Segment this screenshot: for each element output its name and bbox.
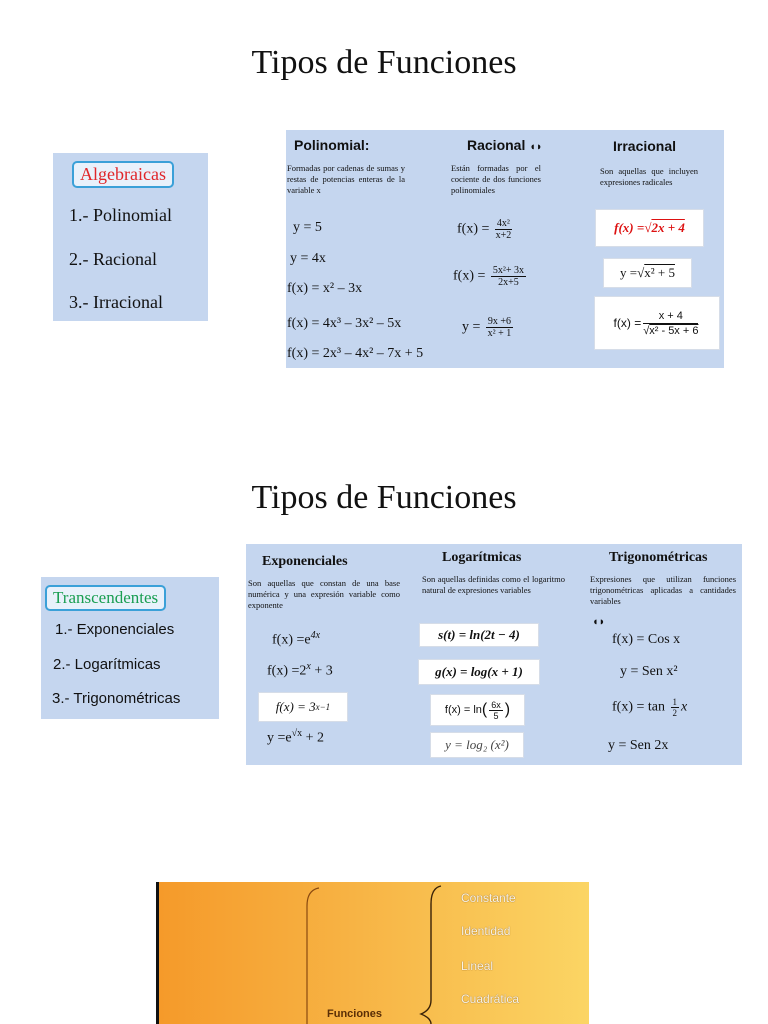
column-description: Están formadas por el cociente de dos funciones polinomiales xyxy=(451,163,541,195)
equation-lhs: f(x) = ln xyxy=(444,704,482,716)
irrational-equation xyxy=(603,258,692,288)
equation-tail: + 3 xyxy=(310,663,333,679)
exponent: 4x xyxy=(310,630,321,641)
tree-item: Constante xyxy=(461,891,516,905)
equation: y = 4x xyxy=(290,251,326,266)
column-description: Expresiones que utilizan funciones trigonométricas aplicadas a cantidades variables xyxy=(590,574,736,606)
denominator: x+2 xyxy=(495,230,512,241)
numerator: 6x xyxy=(491,699,501,710)
exp-equation xyxy=(267,661,333,680)
equation-lhs: f(x) = xyxy=(613,316,642,330)
equation-base: y =e xyxy=(267,730,292,746)
exp-equation xyxy=(272,630,320,649)
column-heading-exponenciales: Exponenciales xyxy=(262,554,348,569)
category-item: 2.- Racional xyxy=(69,249,157,269)
rational-equation xyxy=(462,316,515,339)
trig-equation: f(x) = Cos x xyxy=(612,632,681,647)
numerator: x + 4 xyxy=(643,309,698,324)
category-item: 1.- Polinomial xyxy=(69,205,172,225)
trig-equation: y = Sen 2x xyxy=(608,738,669,753)
log-equation xyxy=(430,694,525,726)
numerator: 9x +6 xyxy=(487,316,512,327)
fraction xyxy=(491,265,526,288)
column-heading-polinomial: Polinomial: xyxy=(294,137,370,153)
equation-lhs: f(x) = xyxy=(453,268,486,284)
column-heading-racional xyxy=(467,137,543,153)
category-item: 1.- Exponenciales xyxy=(55,621,175,638)
category-label: Algebraicas xyxy=(72,161,174,188)
radical: √x² + 5 xyxy=(637,265,675,280)
function-table-panel xyxy=(246,544,742,765)
category-label: Transcendentes xyxy=(45,585,166,611)
paren-close: ) xyxy=(504,701,511,718)
category-item: 3.- Trigonométricas xyxy=(52,690,181,707)
page-title: Tipos de Funciones xyxy=(251,479,517,516)
irrational-equation-highlight xyxy=(595,209,704,247)
log-equation: g(x) = log(x + 1) xyxy=(418,659,540,685)
fraction xyxy=(643,309,698,338)
paren-open: ( xyxy=(481,701,488,718)
log-equation: s(t) = ln(2t − 4) xyxy=(419,623,539,647)
column-description: Son aquellas definidas como el logaritmo natural de expresiones variables xyxy=(422,574,565,595)
equation-lhs: y = xyxy=(462,319,481,335)
radicand: x² - 5x + 6 xyxy=(649,324,699,337)
denominator: 2x+5 xyxy=(498,277,519,288)
radical: √2x + 4 xyxy=(644,220,685,235)
audio-note-icon: ◖◗ xyxy=(592,616,606,628)
equation-base: f(x) = 3 xyxy=(275,699,316,714)
equation: f(x) = 2x³ – 4x² – 7x + 5 xyxy=(287,346,424,361)
denominator: 5 xyxy=(493,710,499,721)
column-heading-trigonometricas: Trigonométricas xyxy=(609,550,708,565)
tree-item: Lineal xyxy=(461,959,494,973)
page-title: Tipos de Funciones xyxy=(251,44,517,81)
category-item: 2.- Logarítmicas xyxy=(53,656,161,673)
log-equation: y = log₂ (x²) xyxy=(430,732,524,758)
equation-tail: x xyxy=(681,699,688,715)
trig-equation: y = Sen x² xyxy=(620,664,678,679)
radical-denominator: √x² - 5x + 6 xyxy=(643,324,699,337)
brace-lines xyxy=(159,882,589,1024)
rational-equation xyxy=(457,218,514,241)
equation-tail: + 2 xyxy=(302,730,325,746)
equation: f(x) = 4x³ – 3x² – 5x xyxy=(287,316,402,331)
numerator: 5x²+ 3x xyxy=(492,265,525,276)
audio-note-icon: ◖◗ xyxy=(529,141,543,153)
equation-lhs: f(x) = xyxy=(457,221,490,237)
fraction xyxy=(489,700,503,721)
equation-base: f(x) =2 xyxy=(267,663,307,679)
column-description: Formadas por cadenas de sumas y restas de potencias enteras de la variable x xyxy=(287,163,405,195)
equation: y = 5 xyxy=(293,220,322,235)
function-tree-panel xyxy=(156,882,589,1024)
radicand: 2x + 4 xyxy=(651,220,685,235)
equation-lhs: y = xyxy=(620,265,638,280)
fraction xyxy=(486,316,513,339)
rational-equation xyxy=(453,265,528,288)
numerator: 4x² xyxy=(496,218,510,229)
function-table-panel xyxy=(286,130,724,368)
equation-base: f(x) =e xyxy=(272,632,311,648)
denominator: 2 xyxy=(672,708,677,718)
exponent: x−1 xyxy=(315,702,331,712)
trig-equation xyxy=(612,697,687,718)
denominator: x² + 1 xyxy=(487,328,512,339)
exp-equation xyxy=(258,692,348,722)
category-item: 3.- Irracional xyxy=(69,292,163,312)
radicand: x² + 5 xyxy=(644,265,675,280)
column-heading-logaritmicas: Logarítmicas xyxy=(442,550,522,565)
exponent: √x xyxy=(291,728,303,739)
tree-root: Funciones xyxy=(327,1008,383,1020)
numerator: 1 xyxy=(672,697,677,707)
tree-item: Identidad xyxy=(461,924,511,938)
tree-item: Cuadrática xyxy=(461,992,520,1006)
column-heading-irracional: Irracional xyxy=(613,138,677,154)
equation-lhs: f(x) = xyxy=(614,220,645,235)
fraction xyxy=(671,697,680,718)
column-description: Son aquellas que incluyen expresiones radicales xyxy=(600,166,698,187)
irrational-equation xyxy=(594,296,720,350)
exp-equation xyxy=(267,728,324,747)
fraction xyxy=(495,218,512,241)
equation: f(x) = x² – 3x xyxy=(287,281,363,296)
column-heading-label: Racional xyxy=(467,137,526,153)
exponent: x xyxy=(306,661,311,672)
column-description: Son aquellas que constan de una base numérica y una expresión variable como exponente xyxy=(248,578,400,610)
equation-lhs: f(x) = tan xyxy=(612,699,665,715)
